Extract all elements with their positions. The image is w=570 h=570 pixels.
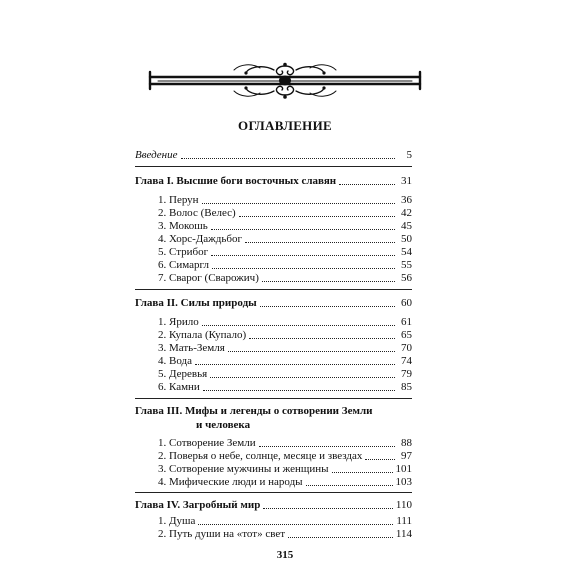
toc-entry[interactable]	[158, 245, 412, 259]
toc-entry-label: 4. Мифические люди и народы	[158, 476, 303, 488]
dot-leader	[239, 216, 395, 217]
dot-leader	[211, 255, 395, 256]
dot-leader	[228, 351, 395, 352]
toc-entry[interactable]	[158, 341, 412, 355]
toc-entry[interactable]	[158, 380, 412, 394]
dot-leader	[245, 242, 395, 243]
section-divider	[135, 398, 412, 399]
toc-chapter-3-continued: и человека	[196, 419, 251, 431]
toc-entry-page: 65	[401, 329, 412, 341]
toc-entry-label: 5. Деревья	[158, 368, 208, 380]
toc-entry-label: 6. Камни	[158, 381, 200, 393]
toc-entry-label: 5. Стрибог	[158, 246, 209, 258]
toc-entry-label: 7. Сварог (Сварожич)	[158, 272, 259, 284]
toc-entry-page: 103	[395, 476, 412, 488]
toc-entry-label: 3. Сотворение мужчины и женщины	[158, 463, 329, 475]
toc-entry[interactable]	[158, 436, 412, 450]
toc-entry[interactable]	[158, 449, 412, 463]
toc-entry-page: 85	[401, 381, 412, 393]
toc-entry-page: 74	[401, 355, 412, 367]
dot-leader	[211, 229, 395, 230]
toc-entry-page: 56	[401, 272, 412, 284]
toc-entry-label: 2. Поверья о небе, солнце, месяце и звездах	[158, 450, 363, 462]
toc-entry[interactable]	[158, 193, 412, 207]
toc-entry-page: 5	[406, 149, 412, 161]
toc-entry-page: 114	[395, 528, 412, 540]
toc-entry-page: 42	[401, 207, 412, 219]
section-divider	[135, 166, 412, 167]
toc-entry[interactable]	[158, 475, 412, 489]
toc-entry[interactable]	[158, 232, 412, 246]
dot-leader	[198, 524, 393, 525]
toc-entry[interactable]	[158, 219, 412, 233]
toc-entry-page: 45	[401, 220, 412, 232]
toc-chapter-page: 31	[401, 175, 412, 187]
section-divider	[135, 492, 412, 493]
toc-entry[interactable]	[158, 328, 412, 342]
dot-leader	[263, 508, 393, 509]
toc-entry-label: 2. Волос (Велес)	[158, 207, 236, 219]
toc-entry[interactable]	[158, 514, 412, 528]
toc-entry-label: 3. Мать-Земля	[158, 342, 225, 354]
toc-entry-label: 4. Хорс-Даждьбог	[158, 233, 243, 245]
toc-entry-page: 88	[401, 437, 412, 449]
dot-leader	[260, 306, 395, 307]
dot-leader	[212, 268, 395, 269]
toc-entry-page: 61	[401, 316, 412, 328]
dot-leader	[365, 459, 395, 460]
toc-entry-intro[interactable]	[135, 148, 412, 162]
toc-entry-label: Введение	[135, 149, 178, 161]
dot-leader	[195, 364, 395, 365]
toc-entry-page: 111	[396, 515, 412, 527]
toc-entry-label: 2. Купала (Купало)	[158, 329, 247, 341]
toc-entry-page: 70	[401, 342, 412, 354]
dot-leader	[181, 158, 395, 159]
toc-entry-label: 4. Вода	[158, 355, 192, 367]
dot-leader	[339, 184, 395, 185]
toc-entry[interactable]	[158, 367, 412, 381]
toc-chapter-label: Глава II. Силы природы	[135, 297, 257, 309]
ornament-icon	[148, 62, 422, 102]
page-title: ОГЛАВЛЕНИЕ	[238, 118, 332, 133]
toc-entry-label: 1. Сотворение Земли	[158, 437, 256, 449]
dot-leader	[259, 446, 395, 447]
toc-entry-page: 79	[401, 368, 412, 380]
toc-entry-label: 1. Душа	[158, 515, 196, 527]
dot-leader	[202, 203, 395, 204]
toc-chapter-1[interactable]	[135, 174, 412, 188]
toc-entry[interactable]	[158, 527, 412, 541]
toc-entry-label: 1. Перун	[158, 194, 199, 206]
toc-chapter-label: Глава I. Высшие боги восточных славян	[135, 175, 337, 187]
toc-entry[interactable]	[158, 315, 412, 329]
toc-entry[interactable]	[158, 462, 412, 476]
toc-chapter-page: 110	[395, 499, 412, 511]
page-number: 315	[276, 549, 294, 561]
dot-leader	[203, 390, 395, 391]
section-divider	[135, 289, 412, 290]
toc-entry[interactable]	[158, 206, 412, 220]
dot-leader	[306, 485, 393, 486]
dot-leader	[210, 377, 395, 378]
toc-chapter-4[interactable]	[135, 498, 412, 512]
toc-chapter-3[interactable]: Глава III. Мифы и легенды о сотворении Земли	[135, 405, 373, 417]
toc-entry[interactable]	[158, 354, 412, 368]
toc-entry-page: 55	[401, 259, 412, 271]
toc-chapter-label: Глава IV. Загробный мир	[135, 499, 261, 511]
toc-entry-label: 1. Ярило	[158, 316, 199, 328]
toc-entry-label: 2. Путь души на «тот» свет	[158, 528, 286, 540]
toc-chapter-2[interactable]	[135, 296, 412, 310]
toc-entry-page: 101	[395, 463, 412, 475]
dot-leader	[249, 338, 395, 339]
dot-leader	[202, 325, 395, 326]
toc-entry[interactable]	[158, 271, 412, 285]
toc-entry-label: 6. Симаргл	[158, 259, 209, 271]
toc-chapter-page: 60	[401, 297, 412, 309]
toc-entry[interactable]	[158, 258, 412, 272]
toc-entry-page: 50	[401, 233, 412, 245]
dot-leader	[262, 281, 395, 282]
toc-entry-page: 36	[401, 194, 412, 206]
toc-entry-page: 97	[401, 450, 412, 462]
dot-leader	[332, 472, 393, 473]
dot-leader	[288, 537, 393, 538]
toc-entry-label: 3. Мокошь	[158, 220, 208, 232]
toc-entry-page: 54	[401, 246, 412, 258]
